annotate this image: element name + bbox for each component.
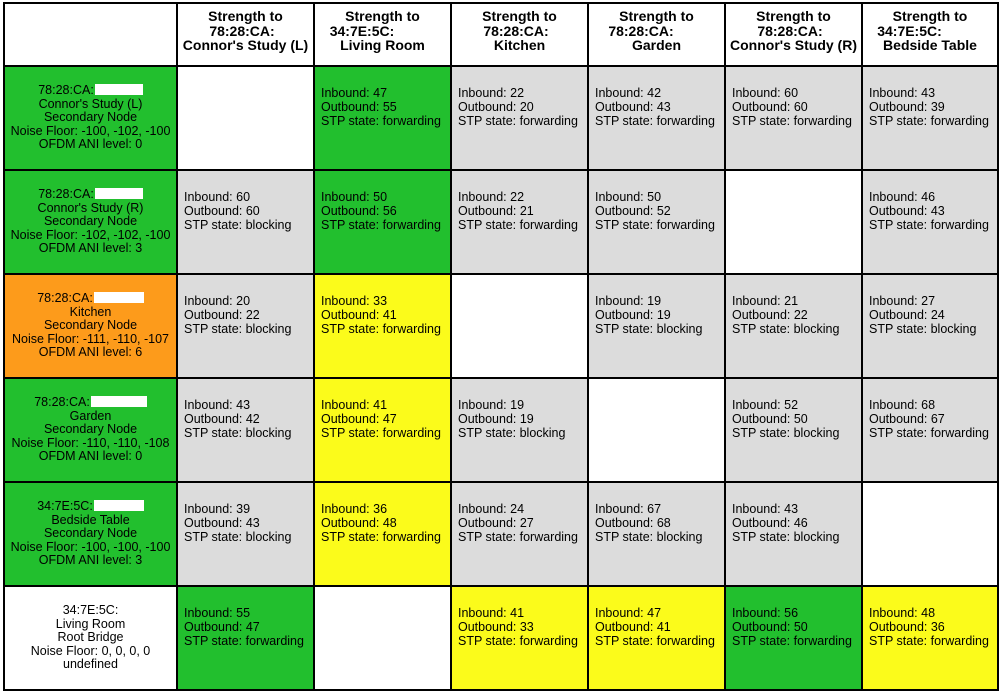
node-ani-level: OFDM ANI level: 0	[38, 449, 143, 464]
column-header-mac: 78:28:CA:	[483, 22, 549, 39]
node-role: Secondary Node	[43, 110, 138, 125]
outbound-value: Outbound: 22	[732, 308, 808, 322]
node-cell-garden	[4, 378, 177, 482]
link-cell	[314, 378, 451, 482]
empty-cell	[451, 274, 588, 378]
node-ani-level: OFDM ANI level: 3	[38, 553, 143, 568]
column-header-mac: 34:7E:5C:	[877, 22, 942, 39]
redacted-mac-suffix	[276, 25, 282, 37]
table-row	[4, 482, 998, 586]
inbound-value: Inbound: 46	[869, 190, 936, 204]
outbound-value: Outbound: 46	[732, 516, 808, 530]
stp-state: STP state: blocking	[458, 426, 566, 440]
stp-state: STP state: forwarding	[321, 530, 441, 544]
node-role: Secondary Node	[43, 318, 138, 333]
link-cell	[314, 170, 451, 274]
outbound-value: Outbound: 60	[184, 204, 260, 218]
node-mac: 78:28:CA:	[38, 83, 94, 98]
link-cell	[314, 274, 451, 378]
outbound-value: Outbound: 36	[869, 620, 945, 634]
stp-state: STP state: forwarding	[732, 634, 852, 648]
outbound-value: Outbound: 24	[869, 308, 945, 322]
empty-cell	[862, 482, 998, 586]
outbound-value: Outbound: 43	[869, 204, 945, 218]
outbound-value: Outbound: 42	[184, 412, 260, 426]
column-header-prefix: Strength to	[208, 8, 283, 24]
outbound-value: Outbound: 22	[184, 308, 260, 322]
column-header-bedside-table	[862, 3, 998, 66]
stp-state: STP state: blocking	[184, 218, 292, 232]
outbound-value: Outbound: 19	[458, 412, 534, 426]
stp-state: STP state: forwarding	[321, 322, 441, 336]
inbound-value: Inbound: 22	[458, 86, 525, 100]
inbound-value: Inbound: 47	[321, 86, 388, 100]
node-name: Connor's Study (L)	[38, 96, 143, 111]
outbound-value: Outbound: 68	[595, 516, 671, 530]
column-header-mac: 78:28:CA:	[209, 22, 275, 39]
stp-state: STP state: blocking	[184, 426, 292, 440]
outbound-value: Outbound: 55	[321, 100, 397, 114]
link-cell	[862, 378, 998, 482]
column-header-prefix: Strength to	[482, 8, 557, 24]
empty-cell	[588, 378, 725, 482]
column-header-mac: 34:7E:5C:	[329, 22, 395, 39]
node-noise-floor: Noise Floor: 0, 0, 0, 0	[30, 643, 151, 658]
outbound-value: Outbound: 50	[732, 620, 808, 634]
node-cell-kitchen	[4, 274, 177, 378]
stp-state: STP state: blocking	[595, 322, 703, 336]
link-cell	[588, 482, 725, 586]
link-cell	[177, 586, 314, 690]
link-cell	[588, 170, 725, 274]
inbound-value: Inbound: 36	[321, 502, 388, 516]
stp-state: STP state: forwarding	[869, 114, 989, 128]
node-cell-living-room	[4, 586, 177, 690]
redacted-mac-suffix	[94, 292, 144, 303]
stp-state: STP state: forwarding	[869, 426, 989, 440]
table-row	[4, 274, 998, 378]
inbound-value: Inbound: 27	[869, 294, 936, 308]
stp-state: STP state: forwarding	[321, 218, 441, 232]
stp-state: STP state: blocking	[595, 530, 703, 544]
column-header-prefix: Strength to	[892, 8, 968, 24]
inbound-value: Inbound: 22	[458, 190, 525, 204]
empty-cell	[314, 586, 451, 690]
column-header-name: Connor's Study (L)	[182, 37, 309, 53]
outbound-value: Outbound: 41	[595, 620, 671, 634]
header-row	[4, 3, 998, 66]
stp-state: STP state: forwarding	[869, 218, 989, 232]
outbound-value: Outbound: 27	[458, 516, 534, 530]
column-header-prefix: Strength to	[756, 8, 831, 24]
inbound-value: Inbound: 68	[869, 398, 936, 412]
column-header-mac: 78:28:CA:	[757, 22, 823, 39]
outbound-value: Outbound: 19	[595, 308, 671, 322]
column-header-name: Living Room	[340, 37, 425, 53]
link-cell	[725, 586, 862, 690]
node-cell-bedside-table	[4, 482, 177, 586]
link-cell	[177, 274, 314, 378]
stp-state: STP state: blocking	[732, 426, 840, 440]
node-ani-level: OFDM ANI level: 3	[38, 241, 143, 256]
redacted-mac-suffix	[395, 25, 435, 37]
link-cell	[451, 586, 588, 690]
redacted-mac-suffix	[550, 25, 556, 37]
stp-state: STP state: forwarding	[184, 634, 304, 648]
outbound-value: Outbound: 41	[321, 308, 397, 322]
node-ani-level: undefined	[63, 657, 118, 672]
node-noise-floor: Noise Floor: -110, -110, -108	[11, 435, 170, 450]
inbound-value: Inbound: 33	[321, 294, 388, 308]
stp-state: STP state: forwarding	[458, 114, 578, 128]
outbound-value: Outbound: 48	[321, 516, 397, 530]
stp-state: STP state: forwarding	[732, 114, 852, 128]
outbound-value: Outbound: 47	[184, 620, 260, 634]
inbound-value: Inbound: 41	[321, 398, 388, 412]
stp-state: STP state: forwarding	[321, 426, 441, 440]
outbound-value: Outbound: 20	[458, 100, 534, 114]
inbound-value: Inbound: 19	[458, 398, 525, 412]
column-header-living-room	[314, 3, 451, 66]
outbound-value: Outbound: 21	[458, 204, 534, 218]
node-name: Connor's Study (R)	[37, 200, 144, 215]
stp-state: STP state: forwarding	[458, 634, 578, 648]
inbound-value: Inbound: 24	[458, 502, 525, 516]
redacted-mac-suffix	[943, 25, 983, 37]
empty-cell	[725, 170, 862, 274]
inbound-value: Inbound: 42	[595, 86, 662, 100]
link-cell	[177, 378, 314, 482]
column-header-prefix: Strength to	[345, 8, 420, 24]
outbound-value: Outbound: 47	[321, 412, 397, 426]
column-header-prefix: Strength to	[619, 8, 694, 24]
node-mac: 78:28:CA:	[34, 395, 90, 410]
node-ani-level: OFDM ANI level: 0	[38, 137, 143, 152]
node-name: Garden	[69, 408, 112, 423]
link-cell	[862, 66, 998, 170]
node-name: Living Room	[55, 616, 126, 631]
stp-state: STP state: blocking	[732, 530, 840, 544]
link-cell	[862, 274, 998, 378]
inbound-value: Inbound: 48	[869, 606, 936, 620]
link-cell	[177, 482, 314, 586]
link-cell	[314, 482, 451, 586]
column-header-name: Garden	[631, 37, 681, 53]
empty-cell	[177, 66, 314, 170]
inbound-value: Inbound: 60	[184, 190, 251, 204]
corner-cell	[4, 3, 177, 66]
stp-state: STP state: blocking	[869, 322, 977, 336]
stp-state: STP state: forwarding	[321, 114, 441, 128]
node-ani-level: OFDM ANI level: 6	[38, 345, 143, 360]
node-mac: 78:28:CA:	[37, 291, 93, 306]
column-header-name: Connor's Study (R)	[730, 37, 857, 53]
inbound-value: Inbound: 43	[869, 86, 936, 100]
column-header-garden	[588, 3, 725, 66]
table-row	[4, 586, 998, 690]
stp-state: STP state: forwarding	[458, 218, 578, 232]
outbound-value: Outbound: 52	[595, 204, 671, 218]
node-cell-connors-study-r	[4, 170, 177, 274]
column-header-name: Bedside Table	[883, 37, 977, 53]
inbound-value: Inbound: 21	[732, 294, 799, 308]
redacted-mac-suffix	[95, 84, 143, 95]
node-noise-floor: Noise Floor: -111, -110, -107	[11, 331, 170, 346]
outbound-value: Outbound: 39	[869, 100, 945, 114]
node-role: Secondary Node	[43, 422, 138, 437]
node-cell-connors-study-l	[4, 66, 177, 170]
link-cell	[725, 66, 862, 170]
stp-state: STP state: blocking	[732, 322, 840, 336]
column-header-connors-study-l	[177, 3, 314, 66]
redacted-mac-suffix	[94, 500, 144, 511]
outbound-value: Outbound: 43	[595, 100, 671, 114]
inbound-value: Inbound: 39	[184, 502, 251, 516]
node-mac: 34:7E:5C:	[62, 603, 119, 618]
column-header-name: Kitchen	[493, 37, 546, 53]
inbound-value: Inbound: 19	[595, 294, 662, 308]
table-row	[4, 66, 998, 170]
inbound-value: Inbound: 20	[184, 294, 251, 308]
link-cell	[314, 66, 451, 170]
link-cell	[588, 66, 725, 170]
node-role: Secondary Node	[43, 526, 138, 541]
inbound-value: Inbound: 43	[184, 398, 251, 412]
link-cell	[725, 274, 862, 378]
table-row	[4, 170, 998, 274]
outbound-value: Outbound: 43	[184, 516, 260, 530]
outbound-value: Outbound: 56	[321, 204, 397, 218]
inbound-value: Inbound: 50	[321, 190, 388, 204]
outbound-value: Outbound: 67	[869, 412, 945, 426]
outbound-value: Outbound: 60	[732, 100, 808, 114]
link-cell	[862, 170, 998, 274]
table-row	[4, 378, 998, 482]
link-cell	[451, 66, 588, 170]
node-noise-floor: Noise Floor: -100, -100, -100	[10, 539, 171, 554]
link-cell	[725, 482, 862, 586]
node-mac: 34:7E:5C:	[37, 499, 93, 514]
link-cell	[862, 586, 998, 690]
stp-state: STP state: blocking	[184, 530, 292, 544]
stp-state: STP state: forwarding	[595, 634, 715, 648]
link-cell	[451, 378, 588, 482]
inbound-value: Inbound: 56	[732, 606, 799, 620]
inbound-value: Inbound: 67	[595, 502, 662, 516]
link-cell	[451, 170, 588, 274]
link-cell	[588, 586, 725, 690]
column-header-kitchen	[451, 3, 588, 66]
inbound-value: Inbound: 52	[732, 398, 799, 412]
stp-state: STP state: forwarding	[595, 218, 715, 232]
column-header-mac: 78:28:CA:	[608, 22, 674, 39]
inbound-value: Inbound: 50	[595, 190, 662, 204]
link-cell	[177, 170, 314, 274]
stp-state: STP state: forwarding	[458, 530, 578, 544]
stp-state: STP state: blocking	[184, 322, 292, 336]
node-name: Kitchen	[69, 304, 112, 319]
redacted-mac-suffix	[824, 25, 830, 37]
node-noise-floor: Noise Floor: -102, -102, -100	[10, 227, 171, 242]
inbound-value: Inbound: 47	[595, 606, 662, 620]
column-header-connors-study-r	[725, 3, 862, 66]
link-cell	[725, 378, 862, 482]
stp-state: STP state: forwarding	[869, 634, 989, 648]
redacted-mac-suffix	[91, 396, 147, 407]
redacted-mac-suffix	[675, 25, 705, 37]
inbound-value: Inbound: 43	[732, 502, 799, 516]
outbound-value: Outbound: 33	[458, 620, 534, 634]
mesh-strength-table	[3, 2, 999, 691]
node-role: Secondary Node	[43, 214, 138, 229]
inbound-value: Inbound: 60	[732, 86, 799, 100]
redacted-mac-suffix	[95, 188, 143, 199]
inbound-value: Inbound: 41	[458, 606, 525, 620]
link-cell	[451, 482, 588, 586]
stp-state: STP state: forwarding	[595, 114, 715, 128]
node-mac: 78:28:CA:	[38, 187, 94, 202]
node-role: Root Bridge	[57, 630, 124, 645]
link-cell	[588, 274, 725, 378]
node-name: Bedside Table	[51, 512, 130, 527]
inbound-value: Inbound: 55	[184, 606, 251, 620]
outbound-value: Outbound: 50	[732, 412, 808, 426]
node-noise-floor: Noise Floor: -100, -102, -100	[10, 123, 171, 138]
